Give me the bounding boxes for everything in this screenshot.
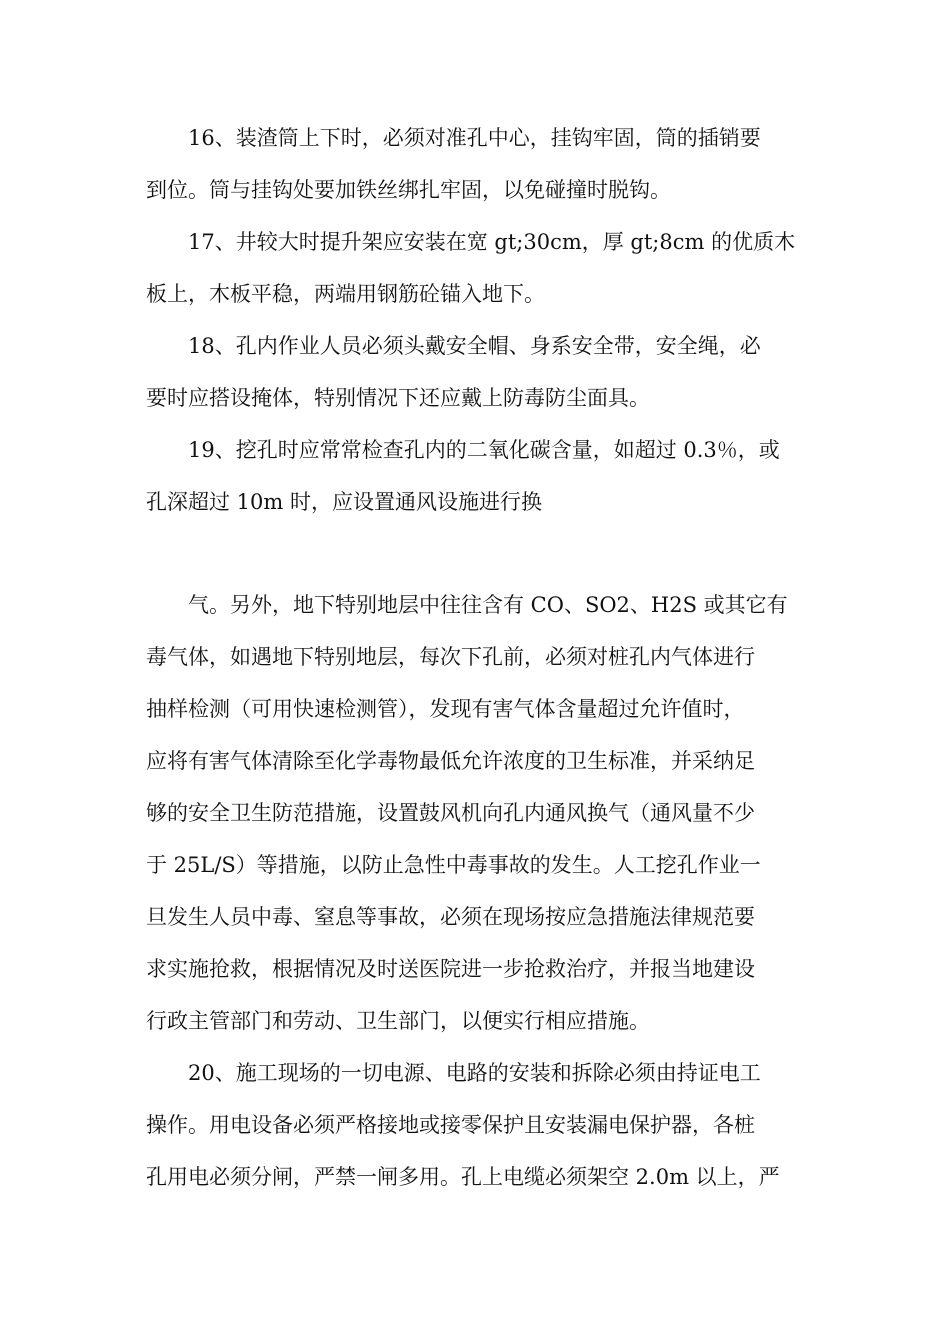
paragraph-19-cont-line-3: 抽样检测（可用快速检测管），发现有害气体含量超过允许值时， bbox=[146, 697, 745, 721]
paragraph-16-line-2: 到位。筒与挂钩处要加铁丝绑扎牢固，以免碰撞时脱钩。 bbox=[146, 178, 671, 202]
paragraph-19-cont-line-4: 应将有害气体清除至化学毒物最低允许浓度的卫生标准，并采纳足 bbox=[146, 749, 755, 773]
paragraph-19-cont-line-2: 毒气体，如遇地下特别地层，每次下孔前，必须对桩孔内气体进行 bbox=[146, 645, 755, 669]
paragraph-20-line-2: 操作。用电设备必须严格接地或接零保护且安装漏电保护器，各桩 bbox=[146, 1113, 755, 1137]
paragraph-17-line-1: 17、井较大时提升架应安装在宽 gt;30cm，厚 gt;8cm 的优质木 bbox=[188, 230, 796, 254]
paragraph-19-line-2: 孔深超过 10m 时，应设置通风设施进行换 bbox=[146, 490, 542, 514]
paragraph-18-line-1: 18、孔内作业人员必须头戴安全帽、身系安全带，安全绳，必 bbox=[188, 334, 761, 358]
paragraph-19-cont-line-8: 求实施抢救，根据情况及时送医院进一步抢救治疗，并报当地建设 bbox=[146, 957, 755, 981]
paragraph-18-line-2: 要时应搭设掩体，特别情况下还应戴上防毒防尘面具。 bbox=[146, 386, 650, 410]
paragraph-19-cont-line-1: 气。另外，地下特别地层中往往含有 CO、SO2、H2S 或其它有 bbox=[188, 593, 788, 617]
paragraph-20-line-3: 孔用电必须分闸，严禁一闸多用。孔上电缆必须架空 2.0m 以上，严 bbox=[146, 1165, 780, 1189]
paragraph-16-line-1: 16、装渣筒上下时，必须对准孔中心，挂钩牢固，筒的插销要 bbox=[188, 126, 761, 150]
paragraph-19-cont-line-9: 行政主管部门和劳动、卫生部门，以便实行相应措施。 bbox=[146, 1009, 650, 1033]
paragraph-19-cont-line-6: 于 25L/S）等措施，以防止急性中毒事故的发生。人工挖孔作业一 bbox=[146, 853, 761, 877]
paragraph-19-line-1: 19、挖孔时应常常检查孔内的二氧化碳含量，如超过 0.3％，或 bbox=[188, 438, 780, 462]
paragraph-17-line-2: 板上，木板平稳，两端用钢筋砼锚入地下。 bbox=[146, 282, 545, 306]
paragraph-19-cont-line-5: 够的安全卫生防范措施，设置鼓风机向孔内通风换气（通风量不少 bbox=[146, 801, 755, 825]
paragraph-20-line-1: 20、施工现场的一切电源、电路的安装和拆除必须由持证电工 bbox=[188, 1061, 761, 1085]
paragraph-19-cont-line-7: 旦发生人员中毒、窒息等事故，必须在现场按应急措施法律规范要 bbox=[146, 905, 755, 929]
